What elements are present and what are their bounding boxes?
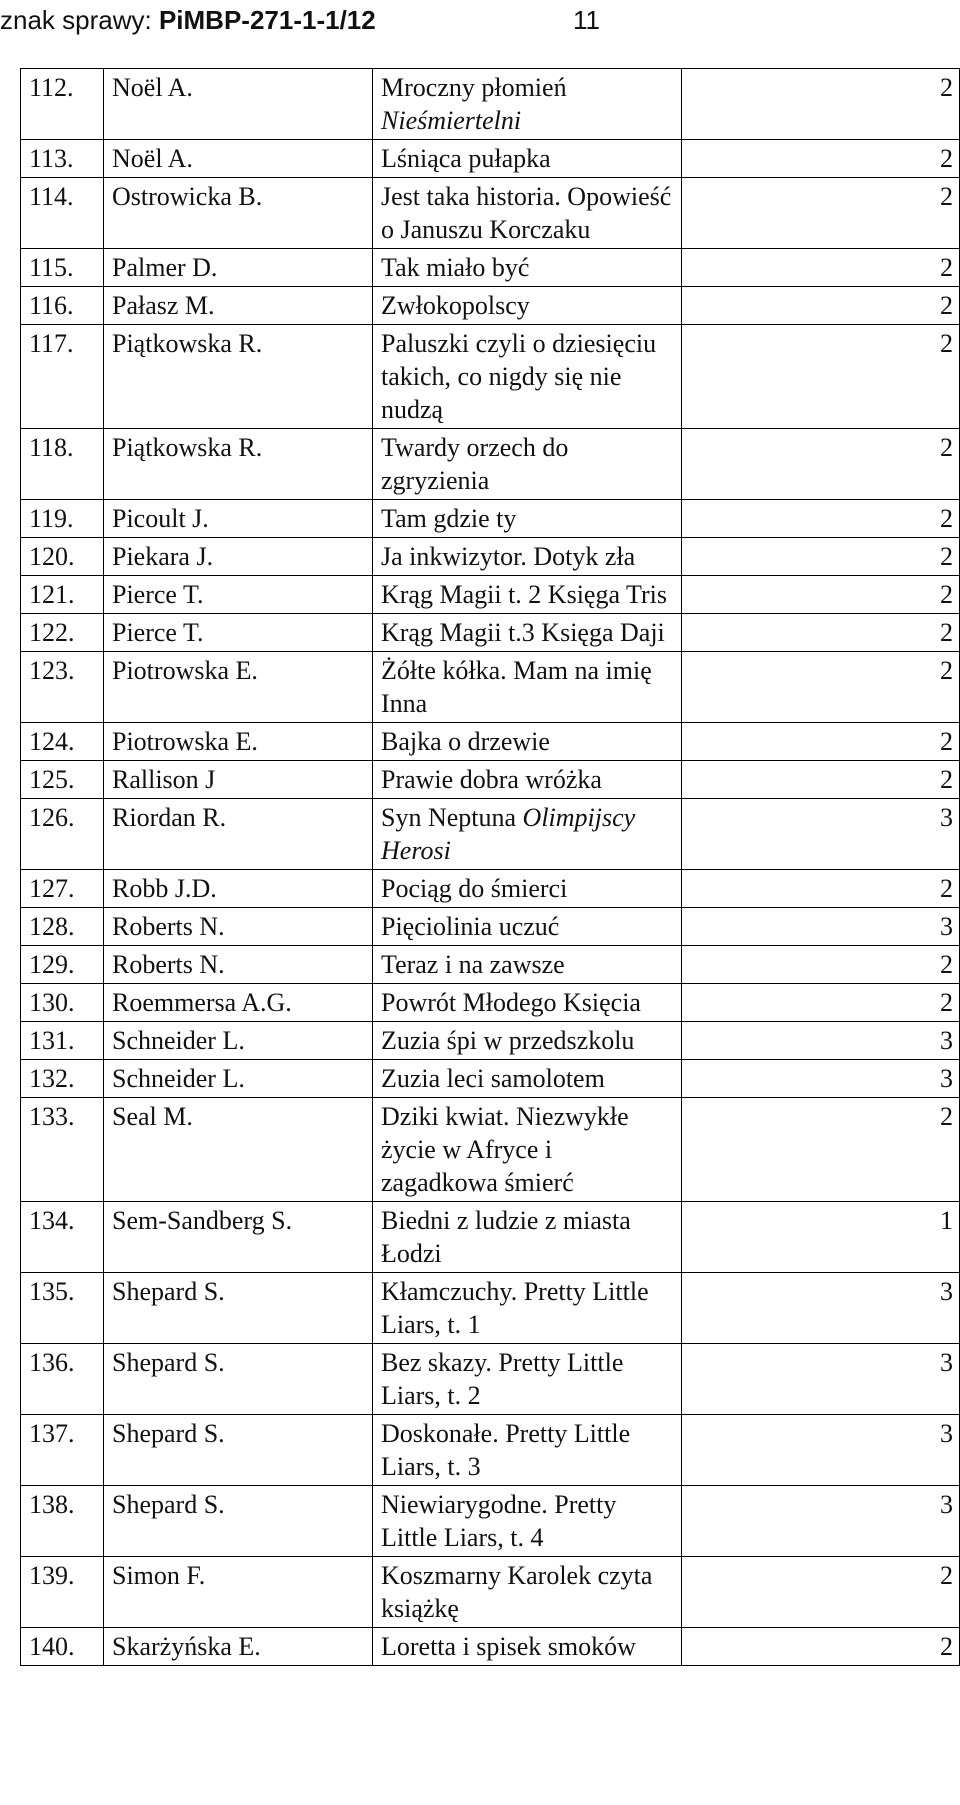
- author-cell: Robb J.D.: [104, 870, 373, 908]
- author-cell: Piątkowska R.: [104, 325, 373, 429]
- author-cell: Ostrowicka B.: [104, 178, 373, 249]
- table-row: [21, 1486, 960, 1557]
- quantity-cell: 2: [682, 614, 960, 652]
- author-cell: Picoult J.: [104, 500, 373, 538]
- title-cell: [373, 1098, 682, 1202]
- title-text: Tak miało być: [381, 253, 530, 282]
- title-text: Prawie dobra wróżka: [381, 765, 602, 794]
- row-number: 130.: [21, 984, 104, 1022]
- table-row: [21, 140, 960, 178]
- table-row: [21, 1060, 960, 1098]
- quantity-cell: 2: [682, 538, 960, 576]
- row-number: 128.: [21, 908, 104, 946]
- author-cell: Piekara J.: [104, 538, 373, 576]
- table-row: [21, 538, 960, 576]
- author-cell: Pierce T.: [104, 614, 373, 652]
- title-cell: [373, 178, 682, 249]
- title-text: Żółte kółka. Mam na imię Inna: [381, 656, 652, 718]
- title-text: Jest taka historia. Opowieść o Januszu Korczaku: [381, 182, 672, 244]
- quantity-cell: 3: [682, 1486, 960, 1557]
- author-cell: Roberts N.: [104, 908, 373, 946]
- quantity-cell: 3: [682, 799, 960, 870]
- title-cell: [373, 946, 682, 984]
- author-cell: Noël A.: [104, 140, 373, 178]
- table-row: [21, 1273, 960, 1344]
- title-text: Pięciolinia uczuć: [381, 912, 560, 941]
- quantity-cell: 3: [682, 908, 960, 946]
- title-text: Teraz i na zawsze: [381, 950, 565, 979]
- title-text: Ja inkwizytor. Dotyk zła: [381, 542, 636, 571]
- title-cell: [373, 249, 682, 287]
- quantity-cell: 2: [682, 576, 960, 614]
- title-cell: [373, 325, 682, 429]
- quantity-cell: 2: [682, 761, 960, 799]
- author-cell: Pierce T.: [104, 576, 373, 614]
- page-header: [0, 2, 600, 38]
- title-text: Bajka o drzewie: [381, 727, 550, 756]
- quantity-cell: 2: [682, 1628, 960, 1666]
- title-text: Twardy orzech do zgryzienia: [381, 433, 569, 495]
- title-cell: [373, 500, 682, 538]
- title-text: Zuzia śpi w przedszkolu: [381, 1026, 635, 1055]
- author-cell: Shepard S.: [104, 1415, 373, 1486]
- author-cell: Riordan R.: [104, 799, 373, 870]
- page-number: 11: [573, 5, 600, 35]
- quantity-cell: 3: [682, 1273, 960, 1344]
- quantity-cell: 2: [682, 325, 960, 429]
- author-cell: Simon F.: [104, 1557, 373, 1628]
- row-number: 118.: [21, 429, 104, 500]
- title-cell: [373, 1628, 682, 1666]
- table-row: [21, 870, 960, 908]
- table-row: [21, 614, 960, 652]
- row-number: 117.: [21, 325, 104, 429]
- table-row: [21, 1628, 960, 1666]
- author-cell: Pałasz M.: [104, 287, 373, 325]
- quantity-cell: 2: [682, 500, 960, 538]
- quantity-cell: 2: [682, 69, 960, 140]
- table-row: [21, 1098, 960, 1202]
- row-number: 125.: [21, 761, 104, 799]
- table-row: [21, 325, 960, 429]
- title-cell: [373, 799, 682, 870]
- author-cell: Shepard S.: [104, 1344, 373, 1415]
- row-number: 131.: [21, 1022, 104, 1060]
- row-number: 122.: [21, 614, 104, 652]
- title-text: Doskonałe. Pretty Little Liars, t. 3: [381, 1419, 631, 1481]
- title-cell: [373, 1022, 682, 1060]
- quantity-cell: 3: [682, 1415, 960, 1486]
- quantity-cell: 2: [682, 946, 960, 984]
- table-row: [21, 1202, 960, 1273]
- title-text: Syn Neptuna: [381, 803, 517, 832]
- quantity-cell: 2: [682, 652, 960, 723]
- title-cell: [373, 723, 682, 761]
- table-row: [21, 429, 960, 500]
- author-cell: Seal M.: [104, 1098, 373, 1202]
- quantity-cell: 2: [682, 723, 960, 761]
- quantity-cell: 3: [682, 1060, 960, 1098]
- title-cell: [373, 69, 682, 140]
- row-number: 120.: [21, 538, 104, 576]
- table-row: [21, 500, 960, 538]
- quantity-cell: 2: [682, 178, 960, 249]
- table-row: [21, 908, 960, 946]
- title-cell: [373, 1557, 682, 1628]
- author-cell: Piątkowska R.: [104, 429, 373, 500]
- title-text: Kłamczuchy. Pretty Little Liars, t. 1: [381, 1277, 649, 1339]
- title-text: Niewiarygodne. Pretty Little Liars, t. 4: [381, 1490, 617, 1552]
- row-number: 127.: [21, 870, 104, 908]
- title-text: Krąg Magii t.3 Księga Daji: [381, 618, 665, 647]
- quantity-cell: 3: [682, 1022, 960, 1060]
- row-number: 121.: [21, 576, 104, 614]
- row-number: 113.: [21, 140, 104, 178]
- author-cell: Shepard S.: [104, 1486, 373, 1557]
- row-number: 135.: [21, 1273, 104, 1344]
- table-row: [21, 946, 960, 984]
- title-text: Koszmarny Karolek czyta książkę: [381, 1561, 653, 1623]
- quantity-cell: 1: [682, 1202, 960, 1273]
- title-series-italic: Nieśmiertelni: [381, 106, 522, 135]
- table-row: [21, 249, 960, 287]
- author-cell: Roberts N.: [104, 946, 373, 984]
- quantity-cell: 2: [682, 870, 960, 908]
- title-cell: [373, 652, 682, 723]
- quantity-cell: 2: [682, 429, 960, 500]
- title-text: Dziki kwiat. Niezwykłe życie w Afryce i zagadkowa śmierć: [381, 1102, 629, 1197]
- author-cell: Schneider L.: [104, 1022, 373, 1060]
- title-cell: [373, 1344, 682, 1415]
- table-row: [21, 799, 960, 870]
- quantity-cell: 2: [682, 140, 960, 178]
- author-cell: Skarżyńska E.: [104, 1628, 373, 1666]
- table-row: [21, 1415, 960, 1486]
- title-cell: [373, 908, 682, 946]
- case-code: PiMBP-271-1-1/12: [158, 5, 376, 35]
- table-row: [21, 984, 960, 1022]
- table-row: [21, 287, 960, 325]
- table-row: [21, 1022, 960, 1060]
- author-cell: Schneider L.: [104, 1060, 373, 1098]
- row-number: 140.: [21, 1628, 104, 1666]
- title-cell: [373, 614, 682, 652]
- row-number: 129.: [21, 946, 104, 984]
- quantity-cell: 3: [682, 1344, 960, 1415]
- title-cell: [373, 1273, 682, 1344]
- title-cell: [373, 140, 682, 178]
- author-cell: Rallison J: [104, 761, 373, 799]
- table-row: [21, 723, 960, 761]
- author-cell: Roemmersa A.G.: [104, 984, 373, 1022]
- title-text: Tam gdzie ty: [381, 504, 517, 533]
- table-row: [21, 1557, 960, 1628]
- row-number: 112.: [21, 69, 104, 140]
- row-number: 133.: [21, 1098, 104, 1202]
- author-cell: Sem-Sandberg S.: [104, 1202, 373, 1273]
- title-text: Powrót Młodego Księcia: [381, 988, 641, 1017]
- row-number: 139.: [21, 1557, 104, 1628]
- title-text: Pociąg do śmierci: [381, 874, 568, 903]
- row-number: 136.: [21, 1344, 104, 1415]
- title-cell: [373, 538, 682, 576]
- title-text: Zwłokopolscy: [381, 291, 530, 320]
- row-number: 114.: [21, 178, 104, 249]
- title-cell: [373, 984, 682, 1022]
- row-number: 137.: [21, 1415, 104, 1486]
- title-text: Biedni z ludzie z miasta Łodzi: [381, 1206, 631, 1268]
- book-list-body: [21, 69, 960, 1666]
- row-number: 116.: [21, 287, 104, 325]
- author-cell: Piotrowska E.: [104, 652, 373, 723]
- row-number: 123.: [21, 652, 104, 723]
- quantity-cell: 2: [682, 249, 960, 287]
- author-cell: Noël A.: [104, 69, 373, 140]
- row-number: 126.: [21, 799, 104, 870]
- row-number: 132.: [21, 1060, 104, 1098]
- row-number: 119.: [21, 500, 104, 538]
- title-text: Lśniąca pułapka: [381, 144, 551, 173]
- case-label: znak sprawy:: [0, 5, 159, 35]
- title-cell: [373, 1202, 682, 1273]
- row-number: 138.: [21, 1486, 104, 1557]
- title-cell: [373, 287, 682, 325]
- author-cell: Piotrowska E.: [104, 723, 373, 761]
- quantity-cell: 2: [682, 1557, 960, 1628]
- quantity-cell: 2: [682, 1098, 960, 1202]
- title-cell: [373, 576, 682, 614]
- table-row: [21, 652, 960, 723]
- quantity-cell: 2: [682, 287, 960, 325]
- title-cell: [373, 870, 682, 908]
- table-row: [21, 69, 960, 140]
- author-cell: Shepard S.: [104, 1273, 373, 1344]
- book-list-table: [20, 68, 960, 1666]
- title-text: Bez skazy. Pretty Little Liars, t. 2: [381, 1348, 624, 1410]
- title-series-italic: Olimpijscy Herosi: [381, 803, 636, 865]
- title-text: Paluszki czyli o dziesięciu takich, co nigdy się nie nudzą: [381, 329, 657, 424]
- row-number: 124.: [21, 723, 104, 761]
- title-cell: [373, 429, 682, 500]
- table-row: [21, 1344, 960, 1415]
- title-cell: [373, 761, 682, 799]
- title-text: Loretta i spisek smoków: [381, 1632, 636, 1661]
- title-text: Zuzia leci samolotem: [381, 1064, 605, 1093]
- title-text: Mroczny płomień: [381, 73, 567, 102]
- table-row: [21, 576, 960, 614]
- title-cell: [373, 1486, 682, 1557]
- author-cell: Palmer D.: [104, 249, 373, 287]
- title-text: Krąg Magii t. 2 Księga Tris: [381, 580, 667, 609]
- row-number: 134.: [21, 1202, 104, 1273]
- table-row: [21, 178, 960, 249]
- quantity-cell: 2: [682, 984, 960, 1022]
- title-cell: [373, 1060, 682, 1098]
- title-cell: [373, 1415, 682, 1486]
- table-row: [21, 761, 960, 799]
- row-number: 115.: [21, 249, 104, 287]
